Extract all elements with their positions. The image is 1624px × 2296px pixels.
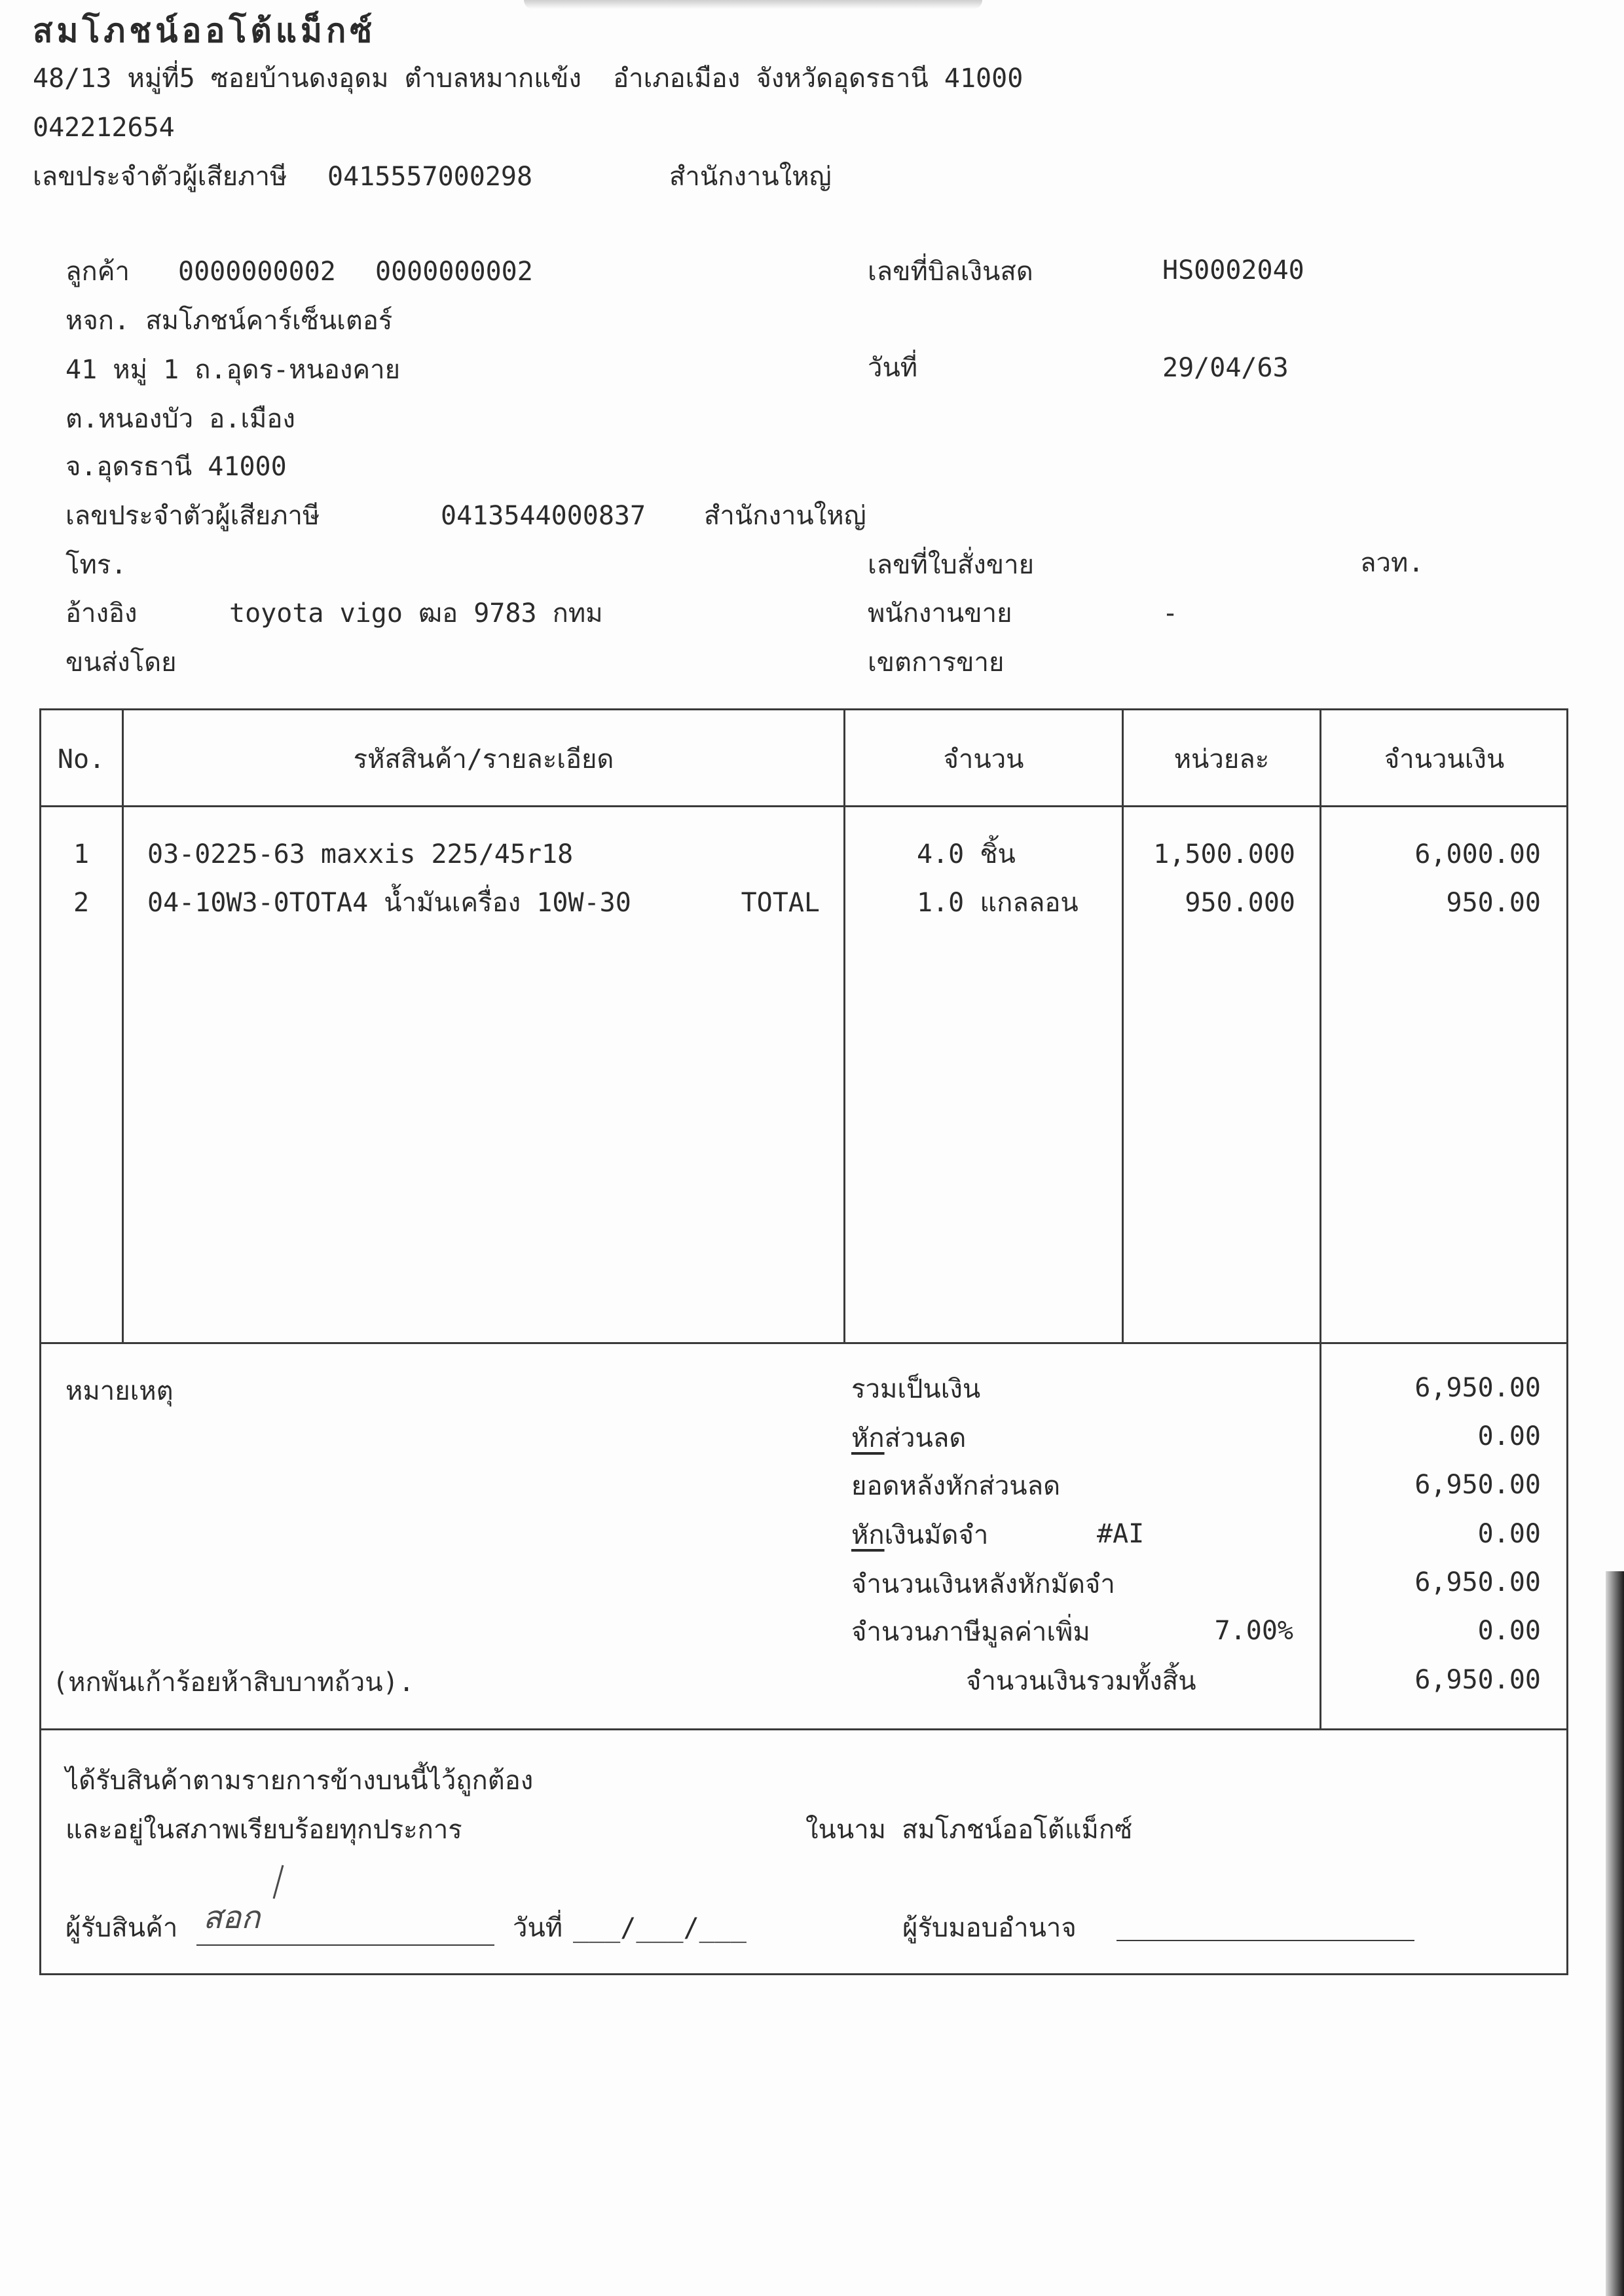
subtotal-label: รวมเป็นเงิน <box>851 1374 981 1404</box>
row-1-amount: 6,000.00 <box>1414 839 1541 869</box>
company-name: สมโภชน์ออโต้แม็กซ์ <box>33 12 377 50</box>
discount-value: 0.00 <box>1477 1421 1541 1451</box>
bill-number-label: เลขที่บิลเงินสด <box>868 257 1033 287</box>
header-amount: จำนวนเงิน <box>1384 744 1505 774</box>
customer-ref-value: toyota vigo ฒอ 9783 กทม <box>229 598 603 629</box>
sales-order-value: ลวท. <box>1360 548 1424 578</box>
after-deposit-label: จำนวนเงินหลังหักมัดจำ <box>851 1569 1115 1599</box>
discount-text: ส่วนลด <box>884 1423 967 1453</box>
company-tax-id: 0415557000298 <box>327 162 533 192</box>
bill-date: 29/04/63 <box>1162 353 1289 383</box>
company-tax-label: เลขประจำตัวผู้เสียภาษี <box>33 162 287 192</box>
company-phone: 042212654 <box>33 113 175 143</box>
vat-label: จำนวนภาษีมูลค่าเพิ่ม <box>851 1617 1090 1647</box>
col-divider-qty <box>1122 708 1124 1343</box>
sales-area-label: เขตการขาย <box>868 647 1005 678</box>
authorized-signature-line <box>1116 1940 1414 1941</box>
received-statement-line-1: ได้รับสินค้าตามรายการข้างบนนี้ไว้ถูกต้อง <box>65 1766 534 1796</box>
receiver-signature: สอก <box>203 1899 261 1936</box>
deposit-code: #AI <box>1097 1519 1145 1549</box>
grand-total-value: 6,950.00 <box>1414 1665 1541 1695</box>
vat-value: 0.00 <box>1477 1616 1541 1646</box>
company-branch: สำนักงานใหญ่ <box>669 162 832 192</box>
after-discount-label: ยอดหลังหักส่วนลด <box>851 1471 1061 1501</box>
scan-shadow-right <box>1606 1571 1624 2296</box>
customer-branch: สำนักงานใหญ่ <box>704 501 866 531</box>
subtotal-value: 6,950.00 <box>1414 1373 1541 1403</box>
receive-date-blank: ___/___/___ <box>573 1913 747 1943</box>
company-address: 48/13 หมู่ที่5 ซอยบ้านดงอุดม ตำบลหมากแข้ง อำเภอเมือง จังหวัดอุดรธานี 41000 <box>33 64 1024 94</box>
col-divider-desc <box>843 708 845 1343</box>
receiver-signature-line <box>196 1944 494 1946</box>
receiver-label: ผู้รับสินค้า <box>65 1913 178 1943</box>
customer-ref-label: อ้างอิง <box>65 598 138 629</box>
deposit-value: 0.00 <box>1477 1519 1541 1549</box>
items-bottom-divider <box>39 1342 1568 1344</box>
signature-stroke <box>268 1863 288 1902</box>
authorized-label: ผู้รับมอบอำนาจ <box>902 1913 1077 1943</box>
row-2-unit-price: 950.000 <box>1185 888 1295 918</box>
row-2-no: 2 <box>73 888 90 918</box>
row-2-description: 04-10W3-0TOTA4 น้ำมันเครื่อง 10W-30 <box>147 888 631 918</box>
header-divider <box>39 805 1568 807</box>
discount-prefix: หัก <box>851 1423 885 1453</box>
receive-date-label: วันที่ <box>513 1913 563 1943</box>
salesperson-label: พนักงานขาย <box>868 598 1012 629</box>
header-no: No. <box>57 744 105 774</box>
discount-label <box>851 1425 966 1451</box>
grand-total-label: จำนวนเงินรวมทั้งสิ้น <box>966 1666 1196 1696</box>
col-divider-no <box>122 708 124 1343</box>
scan-shadow-top <box>524 0 982 9</box>
row-2-quantity: 1.0 แกลลอน <box>917 888 1079 918</box>
customer-address-1: 41 หมู่ 1 ถ.อุดร-หนองคาย <box>65 355 401 385</box>
amount-in-words: (หกพันเก้าร้อยห้าสิบบาทถ้วน). <box>52 1667 415 1698</box>
row-2-brand: TOTAL <box>741 888 820 918</box>
bill-number: HS0002040 <box>1162 255 1304 285</box>
on-behalf-of: ในนาม สมโภชน์ออโต้แม็กซ์ <box>805 1815 1133 1845</box>
customer-address-2: ต.หนองบัว อ.เมือง <box>65 404 295 434</box>
header-unit-price: หน่วยละ <box>1173 744 1270 774</box>
customer-code-1: 0000000002 <box>178 257 336 287</box>
row-1-description: 03-0225-63 maxxis 225/45r18 <box>147 839 574 869</box>
deposit-prefix: หัก <box>851 1520 885 1550</box>
customer-label: ลูกค้า <box>65 257 130 287</box>
row-2-amount: 950.00 <box>1446 888 1541 918</box>
customer-phone-label: โทร. <box>65 550 127 580</box>
row-1-no: 1 <box>73 839 90 869</box>
header-quantity: จำนวน <box>943 744 1024 774</box>
customer-address-3: จ.อุดรธานี 41000 <box>65 452 287 482</box>
customer-tax-id: 0413544000837 <box>441 501 646 531</box>
customer-name: หจก. สมโภชน์คาร์เซ็นเตอร์ <box>65 306 393 336</box>
header-description: รหัสสินค้า/รายละเอียด <box>353 744 614 774</box>
deposit-text: เงินมัดจำ <box>884 1520 989 1550</box>
remark-label: หมายเหตุ <box>65 1376 174 1406</box>
sales-order-label: เลขที่ใบสั่งขาย <box>868 550 1035 580</box>
row-1-unit-price: 1,500.000 <box>1153 839 1295 869</box>
customer-tax-label: เลขประจำตัวผู้เสียภาษี <box>65 501 320 531</box>
customer-ship-label: ขนส่งโดย <box>65 647 177 678</box>
row-1-quantity: 4.0 ชิ้น <box>917 839 1016 869</box>
summary-bottom-divider <box>39 1728 1568 1730</box>
deposit-label <box>851 1522 988 1548</box>
after-deposit-value: 6,950.00 <box>1414 1567 1541 1597</box>
bill-date-label: วันที่ <box>868 353 918 383</box>
received-statement-line-2: และอยู่ในสภาพเรียบร้อยทุกประการ <box>65 1815 462 1845</box>
after-discount-value: 6,950.00 <box>1414 1470 1541 1500</box>
customer-code-2: 0000000002 <box>375 257 533 287</box>
vat-rate: 7.00% <box>1214 1616 1293 1646</box>
salesperson-value: - <box>1162 598 1179 629</box>
